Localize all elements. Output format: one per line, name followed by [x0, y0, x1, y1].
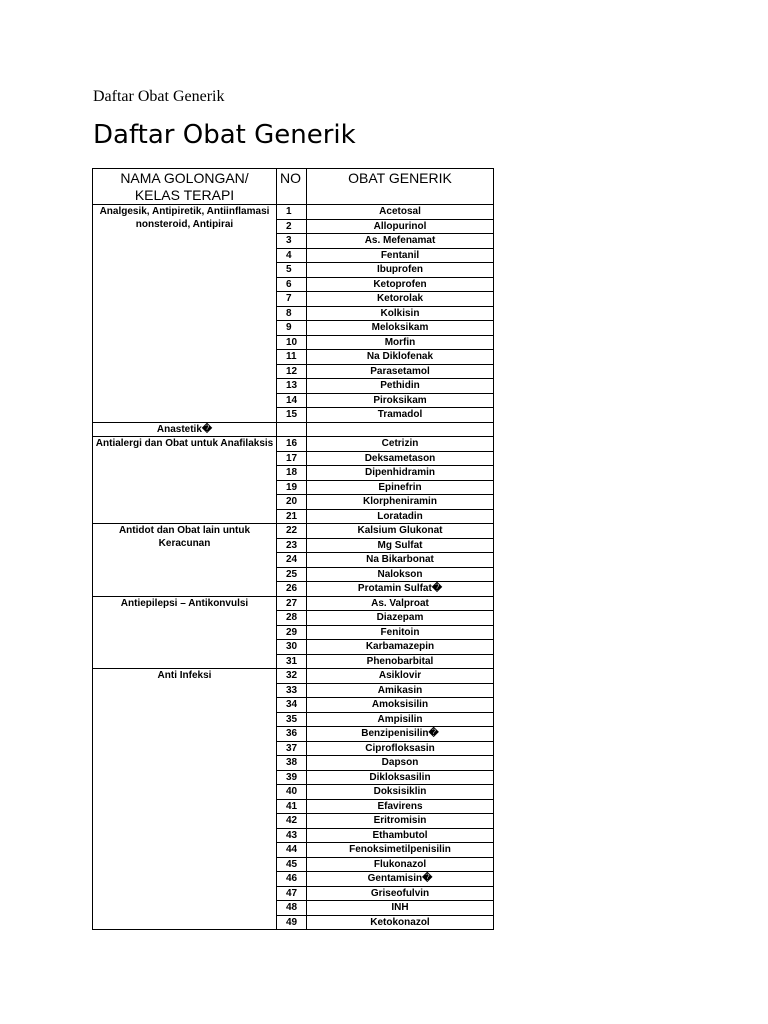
no-cell: 47 [277, 886, 307, 901]
obat-cell: Benzipenisilin� [307, 727, 494, 742]
obat-cell: Na Bikarbonat [307, 553, 494, 568]
no-cell: 21 [277, 509, 307, 524]
obat-cell: Kolkisin [307, 306, 494, 321]
no-cell: 29 [277, 625, 307, 640]
no-cell: 11 [277, 350, 307, 365]
no-cell: 30 [277, 640, 307, 655]
obat-cell: Tramadol [307, 408, 494, 423]
generic-drug-table [92, 168, 494, 930]
no-cell: 46 [277, 872, 307, 887]
obat-cell [307, 422, 494, 437]
no-cell: 42 [277, 814, 307, 829]
table-row [93, 205, 494, 220]
obat-cell: Karbamazepin [307, 640, 494, 655]
obat-cell: Doksisiklin [307, 785, 494, 800]
no-cell: 13 [277, 379, 307, 394]
no-cell: 37 [277, 741, 307, 756]
obat-cell: Ethambutol [307, 828, 494, 843]
obat-cell: Na Diklofenak [307, 350, 494, 365]
obat-cell: Kalsium Glukonat [307, 524, 494, 539]
no-cell: 28 [277, 611, 307, 626]
no-cell: 26 [277, 582, 307, 597]
golongan-cell: Antidot dan Obat lain untuk Keracunan [93, 524, 277, 597]
no-cell: 38 [277, 756, 307, 771]
no-cell: 5 [277, 263, 307, 278]
obat-cell: INH [307, 901, 494, 916]
no-cell: 2 [277, 219, 307, 234]
no-cell: 23 [277, 538, 307, 553]
no-cell: 15 [277, 408, 307, 423]
no-cell: 22 [277, 524, 307, 539]
obat-cell: Ketokonazol [307, 915, 494, 930]
header-golongan-line2: KELAS TERAPI [134, 187, 235, 203]
no-cell: 20 [277, 495, 307, 510]
obat-cell: Efavirens [307, 799, 494, 814]
obat-cell: Ketoprofen [307, 277, 494, 292]
no-cell: 25 [277, 567, 307, 582]
golongan-cell: Anti Infeksi [93, 669, 277, 930]
table-body [93, 205, 494, 930]
obat-cell: Deksametason [307, 451, 494, 466]
no-cell: 40 [277, 785, 307, 800]
no-cell: 12 [277, 364, 307, 379]
table-row [93, 596, 494, 611]
obat-cell: Amikasin [307, 683, 494, 698]
no-cell: 48 [277, 901, 307, 916]
obat-cell: Parasetamol [307, 364, 494, 379]
obat-cell: Dipenhidramin [307, 466, 494, 481]
no-cell: 49 [277, 915, 307, 930]
no-cell [277, 422, 307, 437]
obat-cell: Flukonazol [307, 857, 494, 872]
obat-cell: Morfin [307, 335, 494, 350]
obat-cell: Gentamisin� [307, 872, 494, 887]
no-cell: 1 [277, 205, 307, 220]
header-golongan-line1: NAMA GOLONGAN/ [120, 170, 249, 186]
table-row [93, 524, 494, 539]
page-heading: Daftar Obat Generik [93, 120, 356, 150]
no-cell: 17 [277, 451, 307, 466]
header-obat: OBAT GENERIK [307, 169, 494, 205]
header-no: NO [277, 169, 307, 205]
obat-cell: Ampisilin [307, 712, 494, 727]
no-cell: 9 [277, 321, 307, 336]
no-cell: 41 [277, 799, 307, 814]
no-cell: 32 [277, 669, 307, 684]
obat-cell: Amoksisilin [307, 698, 494, 713]
table-row [93, 422, 494, 437]
obat-cell: Dapson [307, 756, 494, 771]
obat-cell: Klorpheniramin [307, 495, 494, 510]
no-cell: 39 [277, 770, 307, 785]
obat-cell: Ibuprofen [307, 263, 494, 278]
no-cell: 10 [277, 335, 307, 350]
obat-cell: Meloksikam [307, 321, 494, 336]
no-cell: 3 [277, 234, 307, 249]
obat-cell: Loratadin [307, 509, 494, 524]
golongan-cell: Anastetik� [93, 422, 277, 437]
no-cell: 7 [277, 292, 307, 307]
obat-cell: Asiklovir [307, 669, 494, 684]
no-cell: 44 [277, 843, 307, 858]
obat-cell: Mg Sulfat [307, 538, 494, 553]
obat-cell: Ketorolak [307, 292, 494, 307]
obat-cell: As. Valproat [307, 596, 494, 611]
golongan-cell: Antialergi dan Obat untuk Anafilaksis [93, 437, 277, 524]
no-cell: 4 [277, 248, 307, 263]
obat-cell: Cetrizin [307, 437, 494, 452]
obat-cell: Nalokson [307, 567, 494, 582]
obat-cell: Eritromisin [307, 814, 494, 829]
golongan-cell: Analgesik, Antipiretik, Antiinflamasi nonsteroid, Antipirai [93, 205, 277, 423]
obat-cell: Acetosal [307, 205, 494, 220]
table-row [93, 437, 494, 452]
no-cell: 43 [277, 828, 307, 843]
obat-cell: Griseofulvin [307, 886, 494, 901]
no-cell: 19 [277, 480, 307, 495]
obat-cell: Diazepam [307, 611, 494, 626]
obat-cell: Ciprofloksasin [307, 741, 494, 756]
obat-cell: Epinefrin [307, 480, 494, 495]
no-cell: 8 [277, 306, 307, 321]
no-cell: 31 [277, 654, 307, 669]
no-cell: 36 [277, 727, 307, 742]
no-cell: 16 [277, 437, 307, 452]
obat-cell: Fenoksimetilpenisilin [307, 843, 494, 858]
no-cell: 27 [277, 596, 307, 611]
golongan-cell: Antiepilepsi – Antikonvulsi [93, 596, 277, 669]
obat-cell: Protamin Sulfat� [307, 582, 494, 597]
no-cell: 33 [277, 683, 307, 698]
no-cell: 34 [277, 698, 307, 713]
header-golongan [93, 169, 277, 205]
table-row [93, 669, 494, 684]
no-cell: 14 [277, 393, 307, 408]
no-cell: 45 [277, 857, 307, 872]
no-cell: 18 [277, 466, 307, 481]
obat-cell: Dikloksasilin [307, 770, 494, 785]
obat-cell: Allopurinol [307, 219, 494, 234]
obat-cell: As. Mefenamat [307, 234, 494, 249]
obat-cell: Fenitoin [307, 625, 494, 640]
document-title: Daftar Obat Generik [93, 88, 225, 105]
obat-cell: Phenobarbital [307, 654, 494, 669]
no-cell: 35 [277, 712, 307, 727]
obat-cell: Pethidin [307, 379, 494, 394]
obat-cell: Piroksikam [307, 393, 494, 408]
no-cell: 24 [277, 553, 307, 568]
no-cell: 6 [277, 277, 307, 292]
table-header-row [93, 169, 494, 205]
obat-cell: Fentanil [307, 248, 494, 263]
